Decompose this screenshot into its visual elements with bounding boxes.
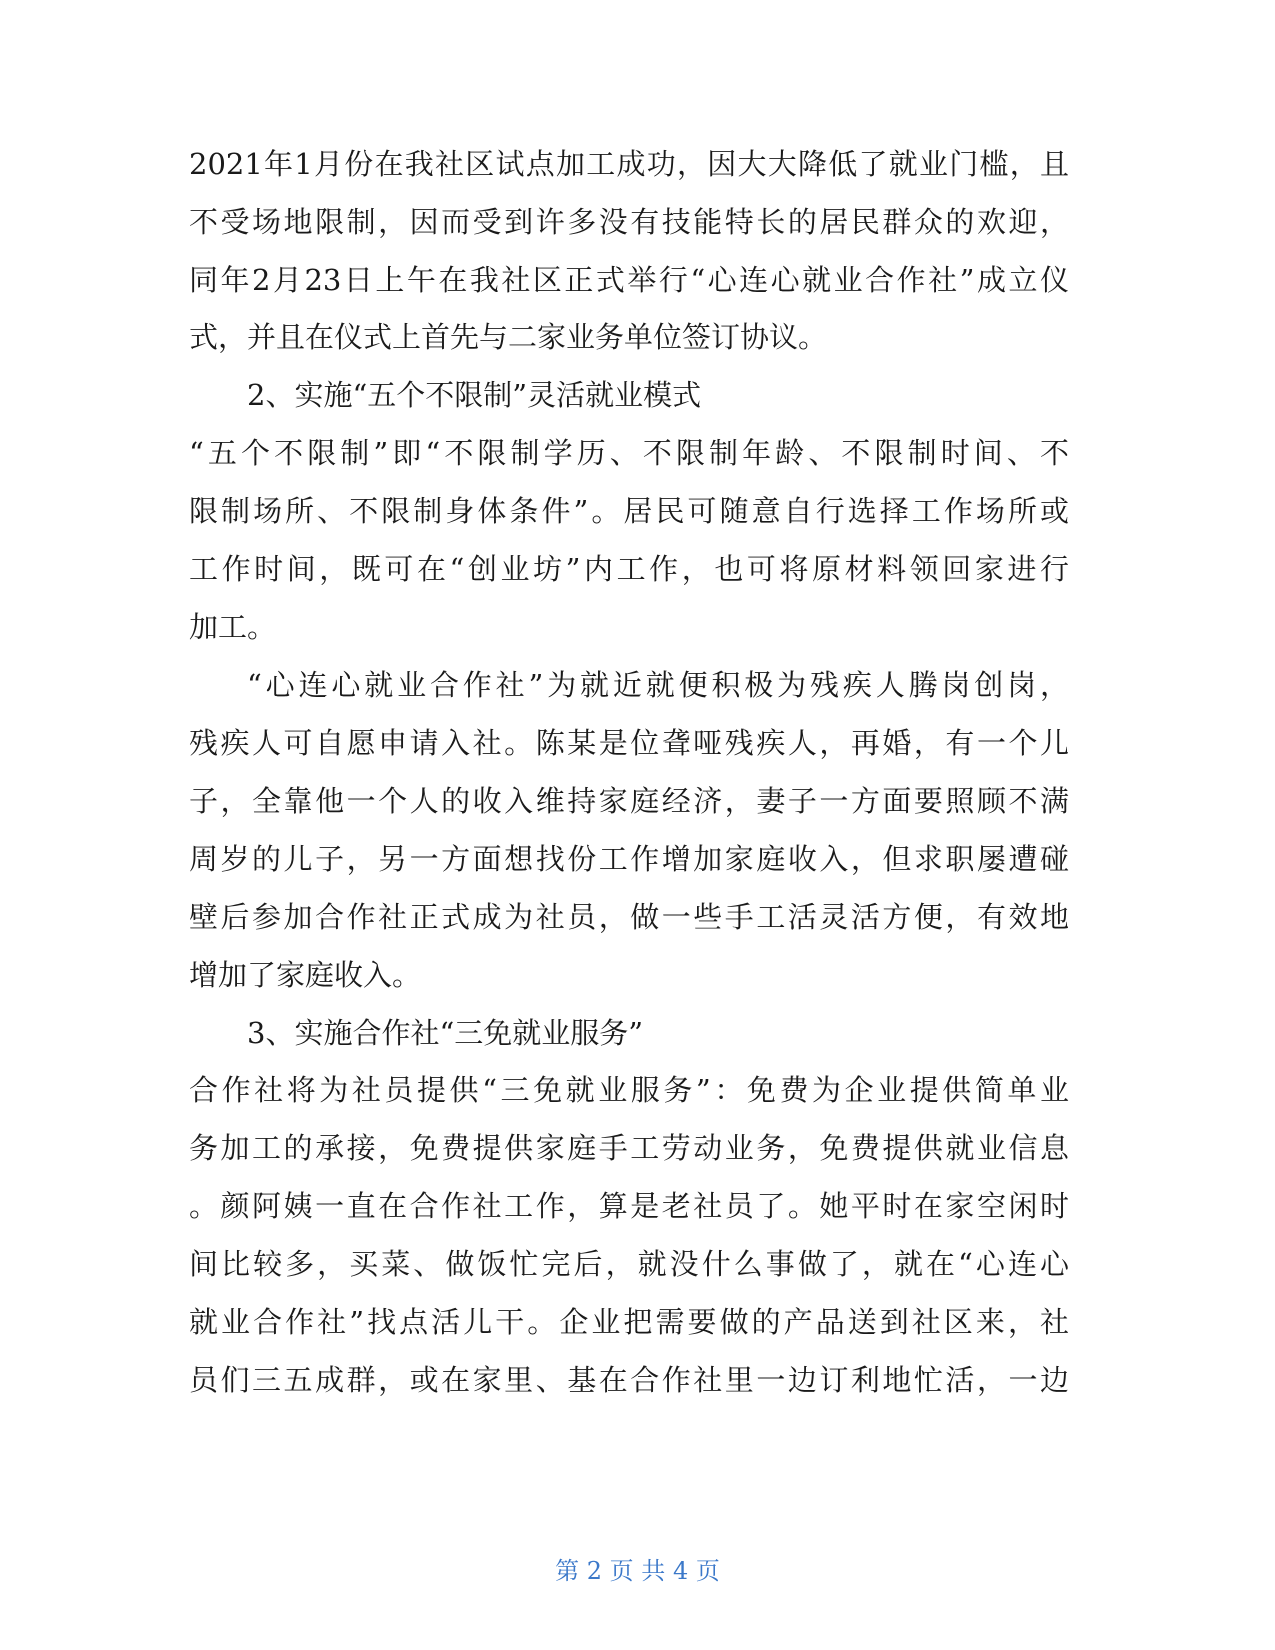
body-line: 加工。 (189, 610, 277, 644)
body-line: 同年2月23日上午在我社区正式举行“心连心就业合作社”成立仪 (189, 263, 1069, 297)
body-line: 不受场地限制，因而受到许多没有技能特长的居民群众的欢迎， (189, 205, 1069, 239)
body-line: 务加工的承接，免费提供家庭手工劳动业务，免费提供就业信息 (189, 1131, 1069, 1165)
body-line: 周岁的儿子，另一方面想找份工作增加家庭收入，但求职屡遭碰 (189, 842, 1069, 876)
body-line: 合作社将为社员提供“三免就业服务”：免费为企业提供简单业 (189, 1073, 1069, 1107)
body-line: 就业合作社”找点活儿干。企业把需要做的产品送到社区来，社 (189, 1305, 1069, 1339)
body-line: 2021年1月份在我社区试点加工成功，因大大降低了就业门槛，且 (189, 147, 1069, 181)
body-line: 员们三五成群，或在家里、基在合作社里一边订利地忙活，一边 (189, 1363, 1069, 1397)
body-line: “五个不限制”即“不限制学历、不限制年龄、不限制时间、不 (189, 436, 1069, 470)
body-line: 残疾人可自愿申请入社。陈某是位聋哑残疾人，再婚，有一个儿 (189, 726, 1069, 760)
section-heading: 3、实施合作社“三免就业服务” (247, 1016, 644, 1050)
section-heading: 2、实施“五个不限制”灵活就业模式 (247, 378, 702, 412)
body-line: 工作时间，既可在“创业坊”内工作，也可将原材料领回家进行 (189, 552, 1069, 586)
page-number-footer: 第 2 页 共 4 页 (555, 1557, 720, 1585)
body-line: 壁后参加合作社正式成为社员，做一些手工活灵活方便，有效地 (189, 900, 1069, 934)
body-line: 增加了家庭收入。 (189, 958, 422, 992)
body-line: 式，并且在仪式上首先与二家业务单位签订协议。 (189, 320, 828, 354)
body-line: 子，全靠他一个人的收入维持家庭经济，妻子一方面要照顾不满 (189, 784, 1069, 818)
body-line: 间比较多，买菜、做饭忙完后，就没什么事做了，就在“心连心 (189, 1247, 1069, 1281)
body-line: 。颜阿姨一直在合作社工作，算是老社员了。她平时在家空闲时 (189, 1189, 1069, 1223)
body-line: “心连心就业合作社”为就近就便积极为残疾人腾岗创岗， (247, 668, 1069, 702)
body-line: 限制场所、不限制身体条件”。居民可随意自行选择工作场所或 (189, 494, 1069, 528)
